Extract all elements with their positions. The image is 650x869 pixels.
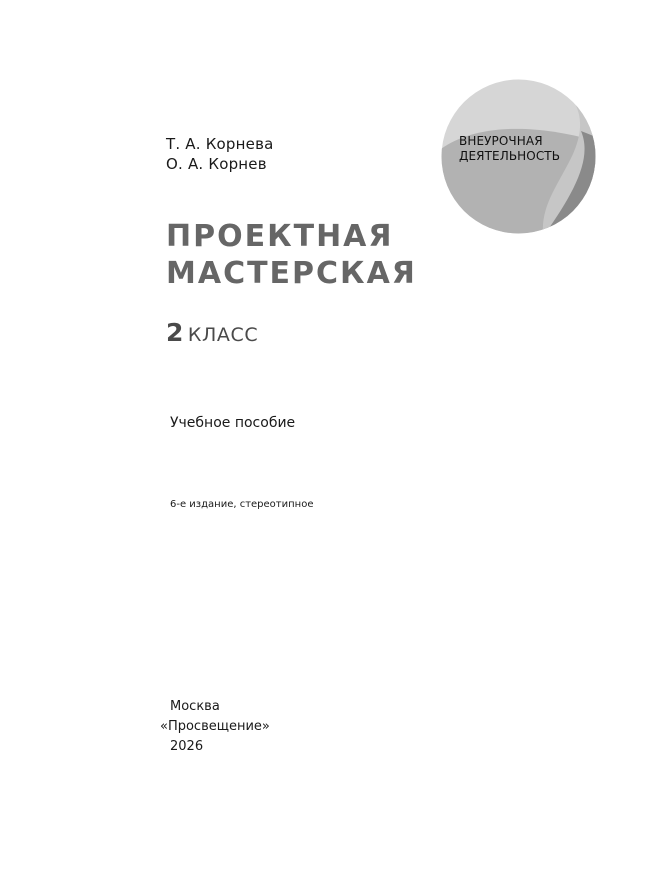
badge-label-line2: ДЕЯТЕЛЬНОСТЬ: [459, 149, 561, 163]
imprint-city: Москва: [170, 699, 220, 714]
authors-block: [166, 134, 274, 174]
imprint-block: [160, 697, 270, 757]
grade-word: КЛАСС: [187, 324, 259, 346]
imprint-year: 2026: [170, 739, 204, 754]
book-title-line2: МАСТЕРСКАЯ: [166, 256, 417, 291]
extracurricular-badge: [441, 79, 596, 234]
badge-label-line1: ВНЕУРОЧНАЯ: [459, 134, 543, 148]
grade-number: 2: [166, 318, 184, 347]
badge-label: [459, 134, 560, 164]
edition-note: 6-е издание, стереотипное: [170, 499, 314, 510]
author-1: Т. А. Корнева: [166, 135, 274, 153]
grade-label: [166, 318, 258, 347]
book-subtitle: Учебное пособие: [170, 415, 296, 431]
book-title-line1: ПРОЕКТНАЯ: [166, 219, 394, 254]
author-2: О. А. Корнев: [166, 155, 267, 173]
book-title: [166, 218, 417, 292]
imprint-publisher: «Просвещение»: [160, 719, 270, 734]
